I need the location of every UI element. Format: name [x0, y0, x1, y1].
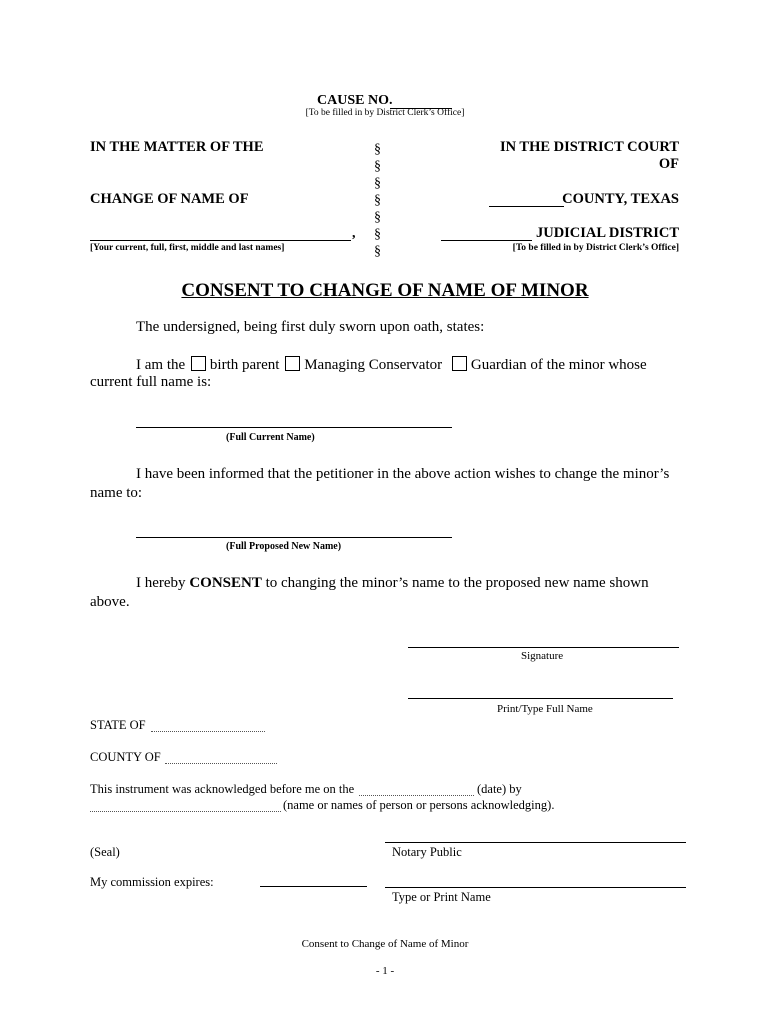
notary-county-field[interactable] [165, 749, 277, 764]
county-texas-label [562, 191, 679, 208]
ack-date-label: (date) by [477, 782, 522, 796]
signature-field[interactable] [408, 630, 679, 648]
commission-expires-field[interactable] [260, 872, 367, 887]
section-symbols: § § § § § § § [374, 142, 381, 259]
page-number: - 1 - [375, 965, 395, 977]
cause-number-label: CAUSE NO. [317, 93, 393, 108]
notary-signature-line [385, 842, 686, 843]
role-line [136, 356, 647, 374]
informed-line-2: name to: [90, 485, 143, 501]
cause-note: [To be filled in by District Clerk’s Office] [305, 108, 465, 118]
consent-line-2: above. [90, 594, 130, 610]
county-field[interactable] [489, 193, 564, 207]
current-name-note: [Your current, full, first, middle and last names] [90, 243, 285, 253]
full-current-name-field[interactable] [136, 410, 452, 428]
full-current-name-label: (Full Current Name) [226, 432, 315, 443]
print-name-field[interactable] [408, 682, 673, 699]
proposed-name-field[interactable] [136, 520, 452, 538]
district-number-field[interactable] [441, 226, 532, 241]
county-of-label: COUNTY OF [90, 750, 161, 764]
state-of-label: STATE OF [90, 718, 146, 732]
proposed-name-label: (Full Proposed New Name) [226, 541, 342, 552]
of-label: OF [658, 156, 679, 172]
current-full-name-text: current full name is: [90, 374, 212, 390]
caption-comma: , [352, 226, 356, 241]
acknowledged-line [90, 782, 354, 797]
consent-line-1 [136, 575, 649, 592]
informed-line-1: I have been informed that the petitioner in the above action wishes to change the minor’s [136, 466, 670, 482]
seal-label: (Seal) [90, 845, 120, 859]
type-print-name-line [385, 887, 686, 888]
guardian-label: Guardian of the minor whose [470, 357, 647, 373]
ack-date-field[interactable] [359, 781, 474, 796]
ack-names-label: (name or names of person or persons acknowledging). [283, 798, 555, 812]
matter-of-label: IN THE MATTER OF THE [90, 139, 264, 155]
consent-bold: CONSENT [189, 575, 262, 591]
ack-names-field[interactable] [90, 797, 281, 812]
sworn-statement: The undersigned, being first duly sworn upon oath, states: [136, 319, 485, 335]
notary-public-label: Notary Public [392, 845, 462, 859]
judicial-district-label: JUDICIAL DISTRICT [535, 225, 679, 241]
state-field[interactable] [151, 717, 265, 732]
change-of-name-label: CHANGE OF NAME OF [90, 191, 249, 207]
current-name-field[interactable] [90, 225, 351, 241]
consent-pre: I hereby [136, 575, 186, 591]
signature-label: Signature [521, 650, 564, 662]
district-note: [To be filled in by District Clerk’s Office] [512, 243, 679, 253]
document-title: CONSENT TO CHANGE OF NAME OF MINOR [181, 280, 589, 301]
commission-expires-label: My commission expires: [90, 875, 214, 889]
print-name-label: Print/Type Full Name [497, 703, 593, 715]
i-am-the-text: I am the [136, 357, 186, 373]
guardian-checkbox[interactable] [452, 356, 467, 371]
managing-conservator-label: Managing Conservator [304, 357, 443, 373]
birth-parent-checkbox[interactable] [191, 356, 206, 371]
district-court-label: IN THE DISTRICT COURT [499, 139, 679, 155]
footer-doc-name: Consent to Change of Name of Minor [301, 938, 469, 950]
ack-pre-text: This instrument was acknowledged before me on the [90, 782, 355, 796]
cause-number-field[interactable] [390, 94, 452, 109]
county-word: COUNTY, TEXAS [562, 191, 679, 207]
managing-conservator-checkbox[interactable] [285, 356, 300, 371]
birth-parent-label: birth parent [209, 357, 280, 373]
type-print-name-label: Type or Print Name [392, 890, 491, 904]
consent-post: to changing the minor’s name to the proposed new name shown [265, 575, 649, 591]
